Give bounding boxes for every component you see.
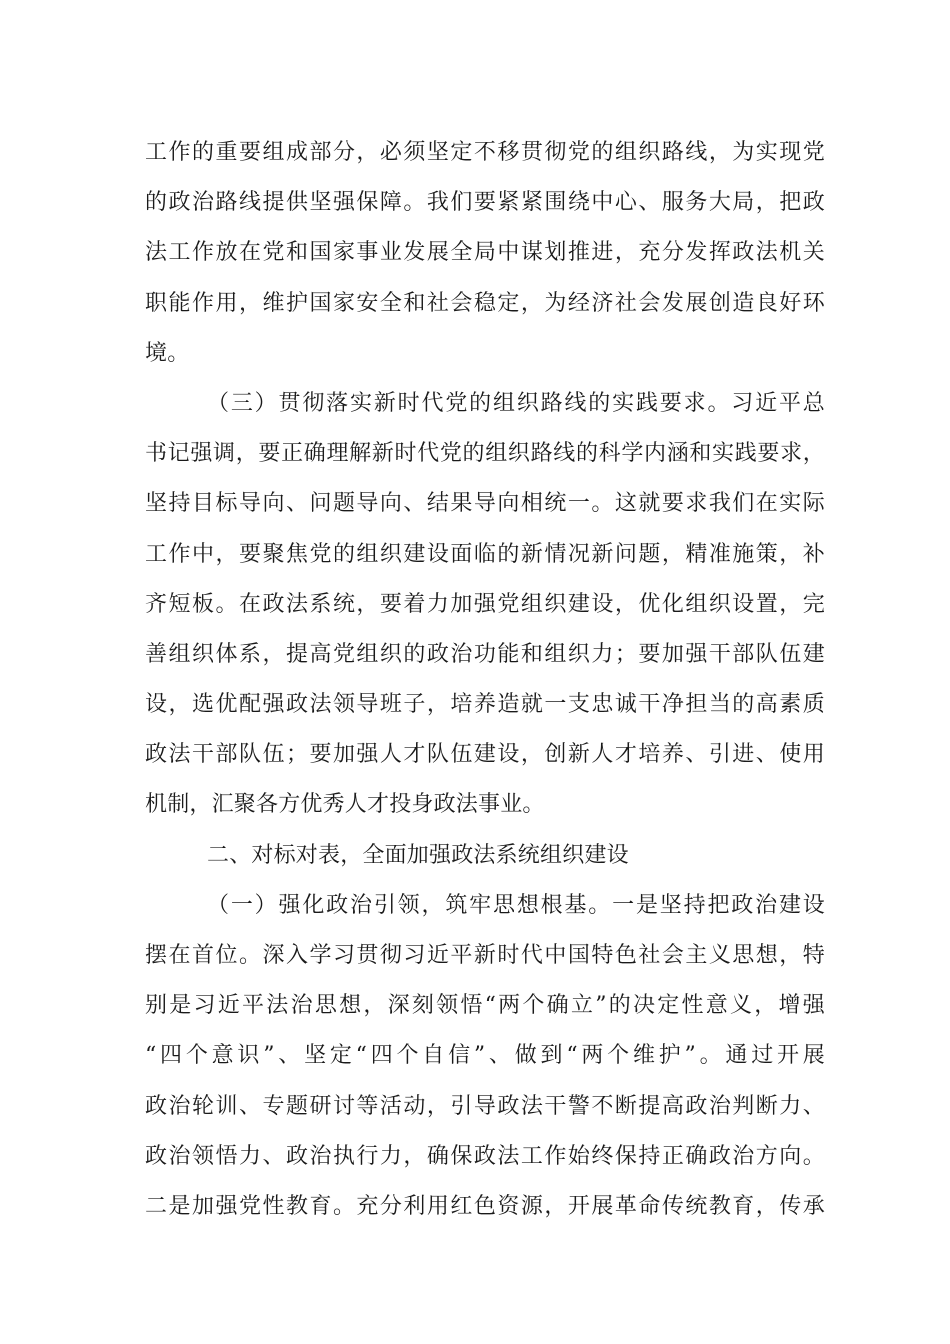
text-line: 工作的重要组成部分，必须坚定不移贯彻党的组织路线，为实现党 [145, 140, 825, 165]
text-line: 别是习近平法治思想，深刻领悟“两个确立”的决定性意义，增强 [145, 993, 825, 1019]
text-line: 二是加强党性教育。充分利用红色资源，开展革命传统教育，传承 [145, 1193, 825, 1219]
text-line: 善组织体系，提高党组织的政治功能和组织力；要加强干部队伍建 [145, 641, 825, 667]
text-line: 摆在首位。深入学习贯彻习近平新时代中国特色社会主义思想，特 [145, 943, 825, 968]
section-heading-1: （一）强化政治引领，筑牢思想根基。一是坚持把政治建设 [207, 892, 825, 918]
text-line: 境。 [145, 340, 190, 366]
text-line: 职能作用，维护国家安全和社会稳定，为经济社会发展创造良好环 [145, 290, 825, 316]
text-line: 坚持目标导向、问题导向、结果导向相统一。这就要求我们在实际 [145, 491, 825, 517]
text-line: 工作中，要聚焦党的组织建设面临的新情况新问题，精准施策，补 [145, 541, 825, 567]
text-line: 的政治路线提供坚强保障。我们要紧紧围绕中心、服务大局，把政 [145, 190, 825, 216]
text-line: 政治轮训、专题研讨等活动，引导政法干警不断提高政治判断力、 [145, 1093, 825, 1119]
text-line: 政治领悟力、政治执行力，确保政法工作始终保持正确政治方向。 [145, 1143, 825, 1169]
text-line: “四个意识”、坚定“四个自信”、做到“两个维护”。通过开展 [145, 1043, 825, 1069]
chapter-heading-2: 二、对标对表，全面加强政法系统组织建设 [207, 842, 629, 868]
text-line: 设，选优配强政法领导班子，培养造就一支忠诚干净担当的高素质 [145, 692, 825, 718]
text-line: 书记强调，要正确理解新时代党的组织路线的科学内涵和实践要求， [145, 441, 825, 467]
document-body [145, 128, 825, 1232]
text-line: 法工作放在党和国家事业发展全局中谋划推进，充分发挥政法机关 [145, 240, 825, 266]
text-line: 政法干部队伍；要加强人才队伍建设，创新人才培养、引进、使用 [145, 742, 825, 768]
text-line: 齐短板。在政法系统，要着力加强党组织建设，优化组织设置，完 [145, 591, 825, 617]
text-line: 机制，汇聚各方优秀人才投身政法事业。 [145, 792, 545, 818]
section-heading-3: （三）贯彻落实新时代党的组织路线的实践要求。习近平总 [207, 390, 825, 416]
